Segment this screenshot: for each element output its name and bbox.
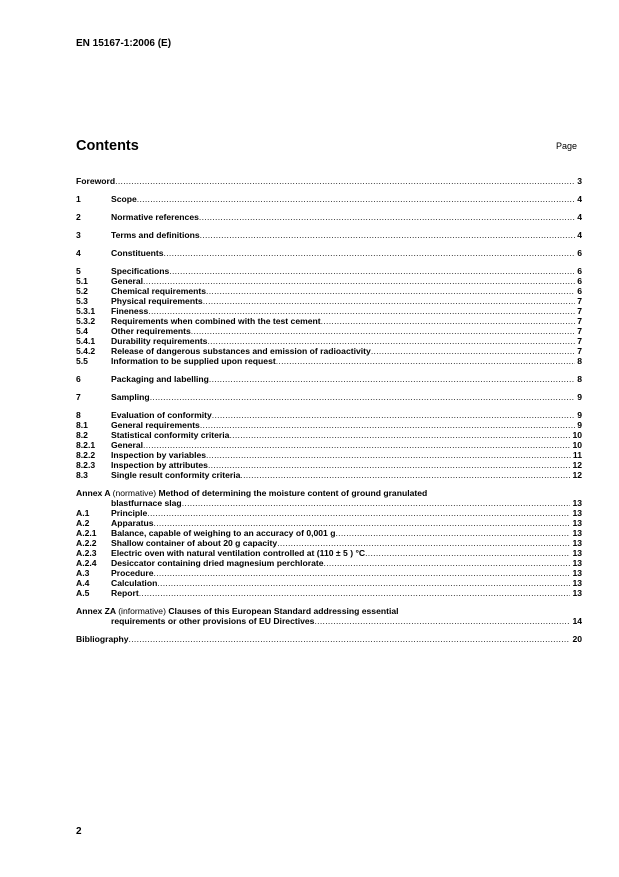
toc-entry-number: 8.2.2 <box>76 450 96 460</box>
toc-page-number: 6 <box>577 276 582 286</box>
toc-entry-text: Sampling <box>111 392 150 402</box>
toc-page-number: 4 <box>577 194 582 204</box>
toc-page-number: 13 <box>572 578 582 588</box>
toc-entry-text: Requirements when combined with the test cement <box>111 316 321 326</box>
annex-a-entries <box>76 508 582 598</box>
toc-entry-number: A.2.3 <box>76 548 97 558</box>
toc-page-number: 7 <box>577 326 582 336</box>
annex-za-title-line2: requirements or other provisions of EU Directives <box>111 616 315 626</box>
toc-entry-text: Evaluation of conformity <box>111 410 212 420</box>
toc-page-number: 7 <box>577 316 582 326</box>
toc-entry-number: 5.3.1 <box>76 306 96 316</box>
leader-dots <box>229 430 570 440</box>
toc-page-number: 9 <box>577 410 582 420</box>
toc-entry[interactable] <box>76 374 582 384</box>
annex-za-title-line1: Clauses of this European Standard addressing essential <box>168 606 399 616</box>
annex-za-type: (informative) <box>118 606 166 616</box>
toc-page-number: 13 <box>572 528 582 538</box>
toc-entry-text: General <box>111 276 144 286</box>
toc-page-number: 10 <box>572 440 582 450</box>
toc-entry-number: 5.5 <box>76 356 88 366</box>
toc-entry[interactable] <box>76 450 582 460</box>
toc-entry[interactable] <box>76 316 582 326</box>
toc-page-number: 20 <box>572 634 582 644</box>
toc-entry-text: Terms and definitions <box>111 230 200 240</box>
annex-a-heading[interactable] <box>76 488 582 498</box>
toc-entry[interactable] <box>76 392 582 402</box>
toc-entry-text: Other requirements <box>111 326 191 336</box>
toc-entry[interactable] <box>76 336 582 346</box>
toc-entry[interactable] <box>76 460 582 470</box>
leader-dots <box>206 286 575 296</box>
leader-dots <box>277 538 570 548</box>
toc-page-number: 9 <box>577 420 582 430</box>
toc-page-number: 9 <box>577 392 582 402</box>
leader-dots <box>137 194 575 204</box>
toc-page-number: 13 <box>572 518 582 528</box>
toc-page-number: 11 <box>572 450 582 460</box>
leader-dots <box>129 634 571 644</box>
toc-entry-bibliography[interactable] <box>76 634 582 644</box>
toc-entry-number: A.1 <box>76 508 90 518</box>
toc-entry-text: Electric oven with natural ventilation controlled at (110 ± 5 ) °C <box>111 548 366 558</box>
annex-za-label: Annex ZA <box>76 606 116 616</box>
toc-entry[interactable] <box>76 306 582 316</box>
toc-entry-text: Apparatus <box>111 518 154 528</box>
toc-entry-text: Physical requirements <box>111 296 203 306</box>
leader-dots <box>206 450 571 460</box>
toc-entry-number: 5.1 <box>76 276 88 286</box>
toc-entry-number: 5.2 <box>76 286 88 296</box>
toc-page-number: 7 <box>577 346 582 356</box>
toc-entry[interactable] <box>76 578 582 588</box>
toc-entry-number: A.4 <box>76 578 90 588</box>
leader-dots <box>164 248 576 258</box>
toc-page-number: 4 <box>577 230 582 240</box>
toc-page-number: 13 <box>572 508 582 518</box>
toc-entry-number: 1 <box>76 194 81 204</box>
toc-entry[interactable] <box>76 518 582 528</box>
leader-dots <box>200 230 576 240</box>
leader-dots <box>207 336 575 346</box>
toc-page-number: 13 <box>572 498 582 508</box>
leader-dots <box>321 316 576 326</box>
toc-entry-number: A.2.1 <box>76 528 97 538</box>
toc-entry-number: 7 <box>76 392 81 402</box>
toc-entry-text: Fineness <box>111 306 149 316</box>
toc-entry-number: 8.2 <box>76 430 88 440</box>
toc-entry-number: 8 <box>76 410 81 420</box>
toc-entry[interactable] <box>76 194 582 204</box>
toc-entry-text: Constituents <box>111 248 164 258</box>
toc-entry[interactable] <box>76 356 582 366</box>
toc-entry-number: 3 <box>76 230 81 240</box>
leader-dots <box>169 266 575 276</box>
toc-entry-number: A.2.2 <box>76 538 97 548</box>
leader-dots <box>182 498 571 508</box>
leader-dots <box>324 558 571 568</box>
toc-entry[interactable] <box>76 176 582 186</box>
toc-entry[interactable] <box>76 286 582 296</box>
annex-a-title-row[interactable] <box>76 498 582 508</box>
toc-entry-text: Principle <box>111 508 148 518</box>
annex-za-heading[interactable] <box>76 606 582 616</box>
toc-entry[interactable] <box>76 548 582 558</box>
toc-entry[interactable] <box>76 440 582 450</box>
leader-dots <box>199 212 575 222</box>
toc-entry-text: Inspection by attributes <box>111 460 208 470</box>
toc-entry-text: Desiccator containing dried magnesium perchlorate <box>111 558 324 568</box>
toc-entry[interactable] <box>76 326 582 336</box>
toc-entry-number: A.2.4 <box>76 558 97 568</box>
toc-entry-text: Normative references <box>111 212 199 222</box>
toc-entry-text: Release of dangerous substances and emission of radioactivity <box>111 346 371 356</box>
toc-entry[interactable] <box>76 230 582 240</box>
toc-entry-text: Calculation <box>111 578 158 588</box>
toc-entry-number: 8.2.3 <box>76 460 96 470</box>
page-title: Contents <box>76 138 139 154</box>
toc-entry-text: Information to be supplied upon request <box>111 356 276 366</box>
leader-dots <box>115 176 575 186</box>
leader-dots <box>154 568 571 578</box>
leader-dots <box>276 356 576 366</box>
leader-dots <box>150 392 576 402</box>
leader-dots <box>191 326 575 336</box>
toc-page-number: 12 <box>572 460 582 470</box>
toc-entry[interactable] <box>76 212 582 222</box>
toc-entry-number: A.2 <box>76 518 90 528</box>
toc-page-number: 7 <box>577 296 582 306</box>
leader-dots <box>203 296 576 306</box>
toc-entry-number: 6 <box>76 374 81 384</box>
toc-entry-text: General requirements <box>111 420 200 430</box>
toc-page-number: 13 <box>572 568 582 578</box>
toc-entry-text: Specifications <box>111 266 170 276</box>
toc-page-number: 4 <box>577 212 582 222</box>
leader-dots <box>335 528 570 538</box>
toc-main-entries <box>76 176 582 480</box>
toc-entry[interactable] <box>76 470 582 480</box>
toc-entry-text: Inspection by variables <box>111 450 207 460</box>
toc-entry-number: 8.3 <box>76 470 88 480</box>
toc-page-number: 13 <box>572 558 582 568</box>
toc-entry-text: Scope <box>111 194 137 204</box>
page-column-label: Page <box>556 141 578 151</box>
toc-page-number: 7 <box>577 336 582 346</box>
toc-entry[interactable] <box>76 420 582 430</box>
toc-entry-number: 2 <box>76 212 81 222</box>
toc-page-number: 13 <box>572 548 582 558</box>
toc-entry-number: 8.1 <box>76 420 88 430</box>
toc-entry-text: Chemical requirements <box>111 286 207 296</box>
toc-entry-text: General <box>111 440 144 450</box>
toc-entry[interactable] <box>76 568 582 578</box>
toc-page-number: 6 <box>577 266 582 276</box>
leader-dots <box>139 588 571 598</box>
toc-page-number: 8 <box>577 374 582 384</box>
toc-page-number: 6 <box>577 286 582 296</box>
toc-page-number: 14 <box>572 616 582 626</box>
toc-entry-text: Bibliography <box>76 634 129 644</box>
annex-a-title-line2: blastfurnace slag <box>111 498 182 508</box>
toc-page-number: 8 <box>577 356 582 366</box>
toc-entry[interactable] <box>76 276 582 286</box>
toc-page-number: 13 <box>572 538 582 548</box>
leader-dots <box>240 470 570 480</box>
toc-entry[interactable] <box>76 508 582 518</box>
document-header: EN 15167-1:2006 (E) <box>76 38 172 49</box>
toc-entry-number: 5.4 <box>76 326 88 336</box>
toc-entry-text: Packaging and labelling <box>111 374 209 384</box>
table-of-contents <box>76 176 582 644</box>
toc-entry[interactable] <box>76 410 582 420</box>
leader-dots <box>200 420 575 430</box>
toc-entry[interactable] <box>76 430 582 440</box>
toc-entry-text: Foreword <box>76 176 116 186</box>
toc-entry-number: 5.3.2 <box>76 316 96 326</box>
annex-za-title-row[interactable] <box>76 616 582 626</box>
leader-dots <box>143 440 570 450</box>
toc-entry-number: 5.4.1 <box>76 336 96 346</box>
leader-dots <box>314 616 570 626</box>
toc-entry-number: 5.3 <box>76 296 88 306</box>
leader-dots <box>208 460 571 470</box>
leader-dots <box>212 410 575 420</box>
toc-entry[interactable] <box>76 266 582 276</box>
toc-page-number: 3 <box>577 176 582 186</box>
toc-page-number: 10 <box>572 430 582 440</box>
toc-page-number: 13 <box>572 588 582 598</box>
toc-entry-number: 8.2.1 <box>76 440 96 450</box>
leader-dots <box>148 306 575 316</box>
toc-entry[interactable] <box>76 588 582 598</box>
annex-a-type: (normative) <box>112 488 157 498</box>
toc-entry-text: Shallow container of about 20 g capacity <box>111 538 278 548</box>
annex-a-title-line1: Method of determining the moisture content of ground granulated <box>158 488 428 498</box>
toc-entry-text: Balance, capable of weighing to an accuracy of 0,001 g <box>111 528 336 538</box>
toc-entry[interactable] <box>76 248 582 258</box>
toc-page-number: 12 <box>572 470 582 480</box>
leader-dots <box>209 374 575 384</box>
toc-entry-text: Single result conformity criteria <box>111 470 241 480</box>
page-number: 2 <box>76 826 82 837</box>
toc-entry[interactable] <box>76 538 582 548</box>
annex-a-label: Annex A <box>76 488 111 498</box>
leader-dots <box>143 276 575 286</box>
toc-entry-text: Report <box>111 588 139 598</box>
leader-dots <box>365 548 570 558</box>
toc-entry-number: A.3 <box>76 568 90 578</box>
leader-dots <box>147 508 570 518</box>
toc-entry-number: 4 <box>76 248 81 258</box>
toc-entry[interactable] <box>76 528 582 538</box>
toc-entry-text: Procedure <box>111 568 154 578</box>
toc-entry-text: Statistical conformity criteria <box>111 430 230 440</box>
toc-entry[interactable] <box>76 296 582 306</box>
toc-entry-number: 5 <box>76 266 81 276</box>
leader-dots <box>157 578 570 588</box>
toc-page-number: 7 <box>577 306 582 316</box>
toc-entry[interactable] <box>76 346 582 356</box>
toc-entry-number: A.5 <box>76 588 90 598</box>
toc-entry-number: 5.4.2 <box>76 346 96 356</box>
leader-dots <box>154 518 571 528</box>
leader-dots <box>371 346 575 356</box>
toc-entry[interactable] <box>76 558 582 568</box>
toc-entry-text: Durability requirements <box>111 336 208 346</box>
toc-page-number: 6 <box>577 248 582 258</box>
